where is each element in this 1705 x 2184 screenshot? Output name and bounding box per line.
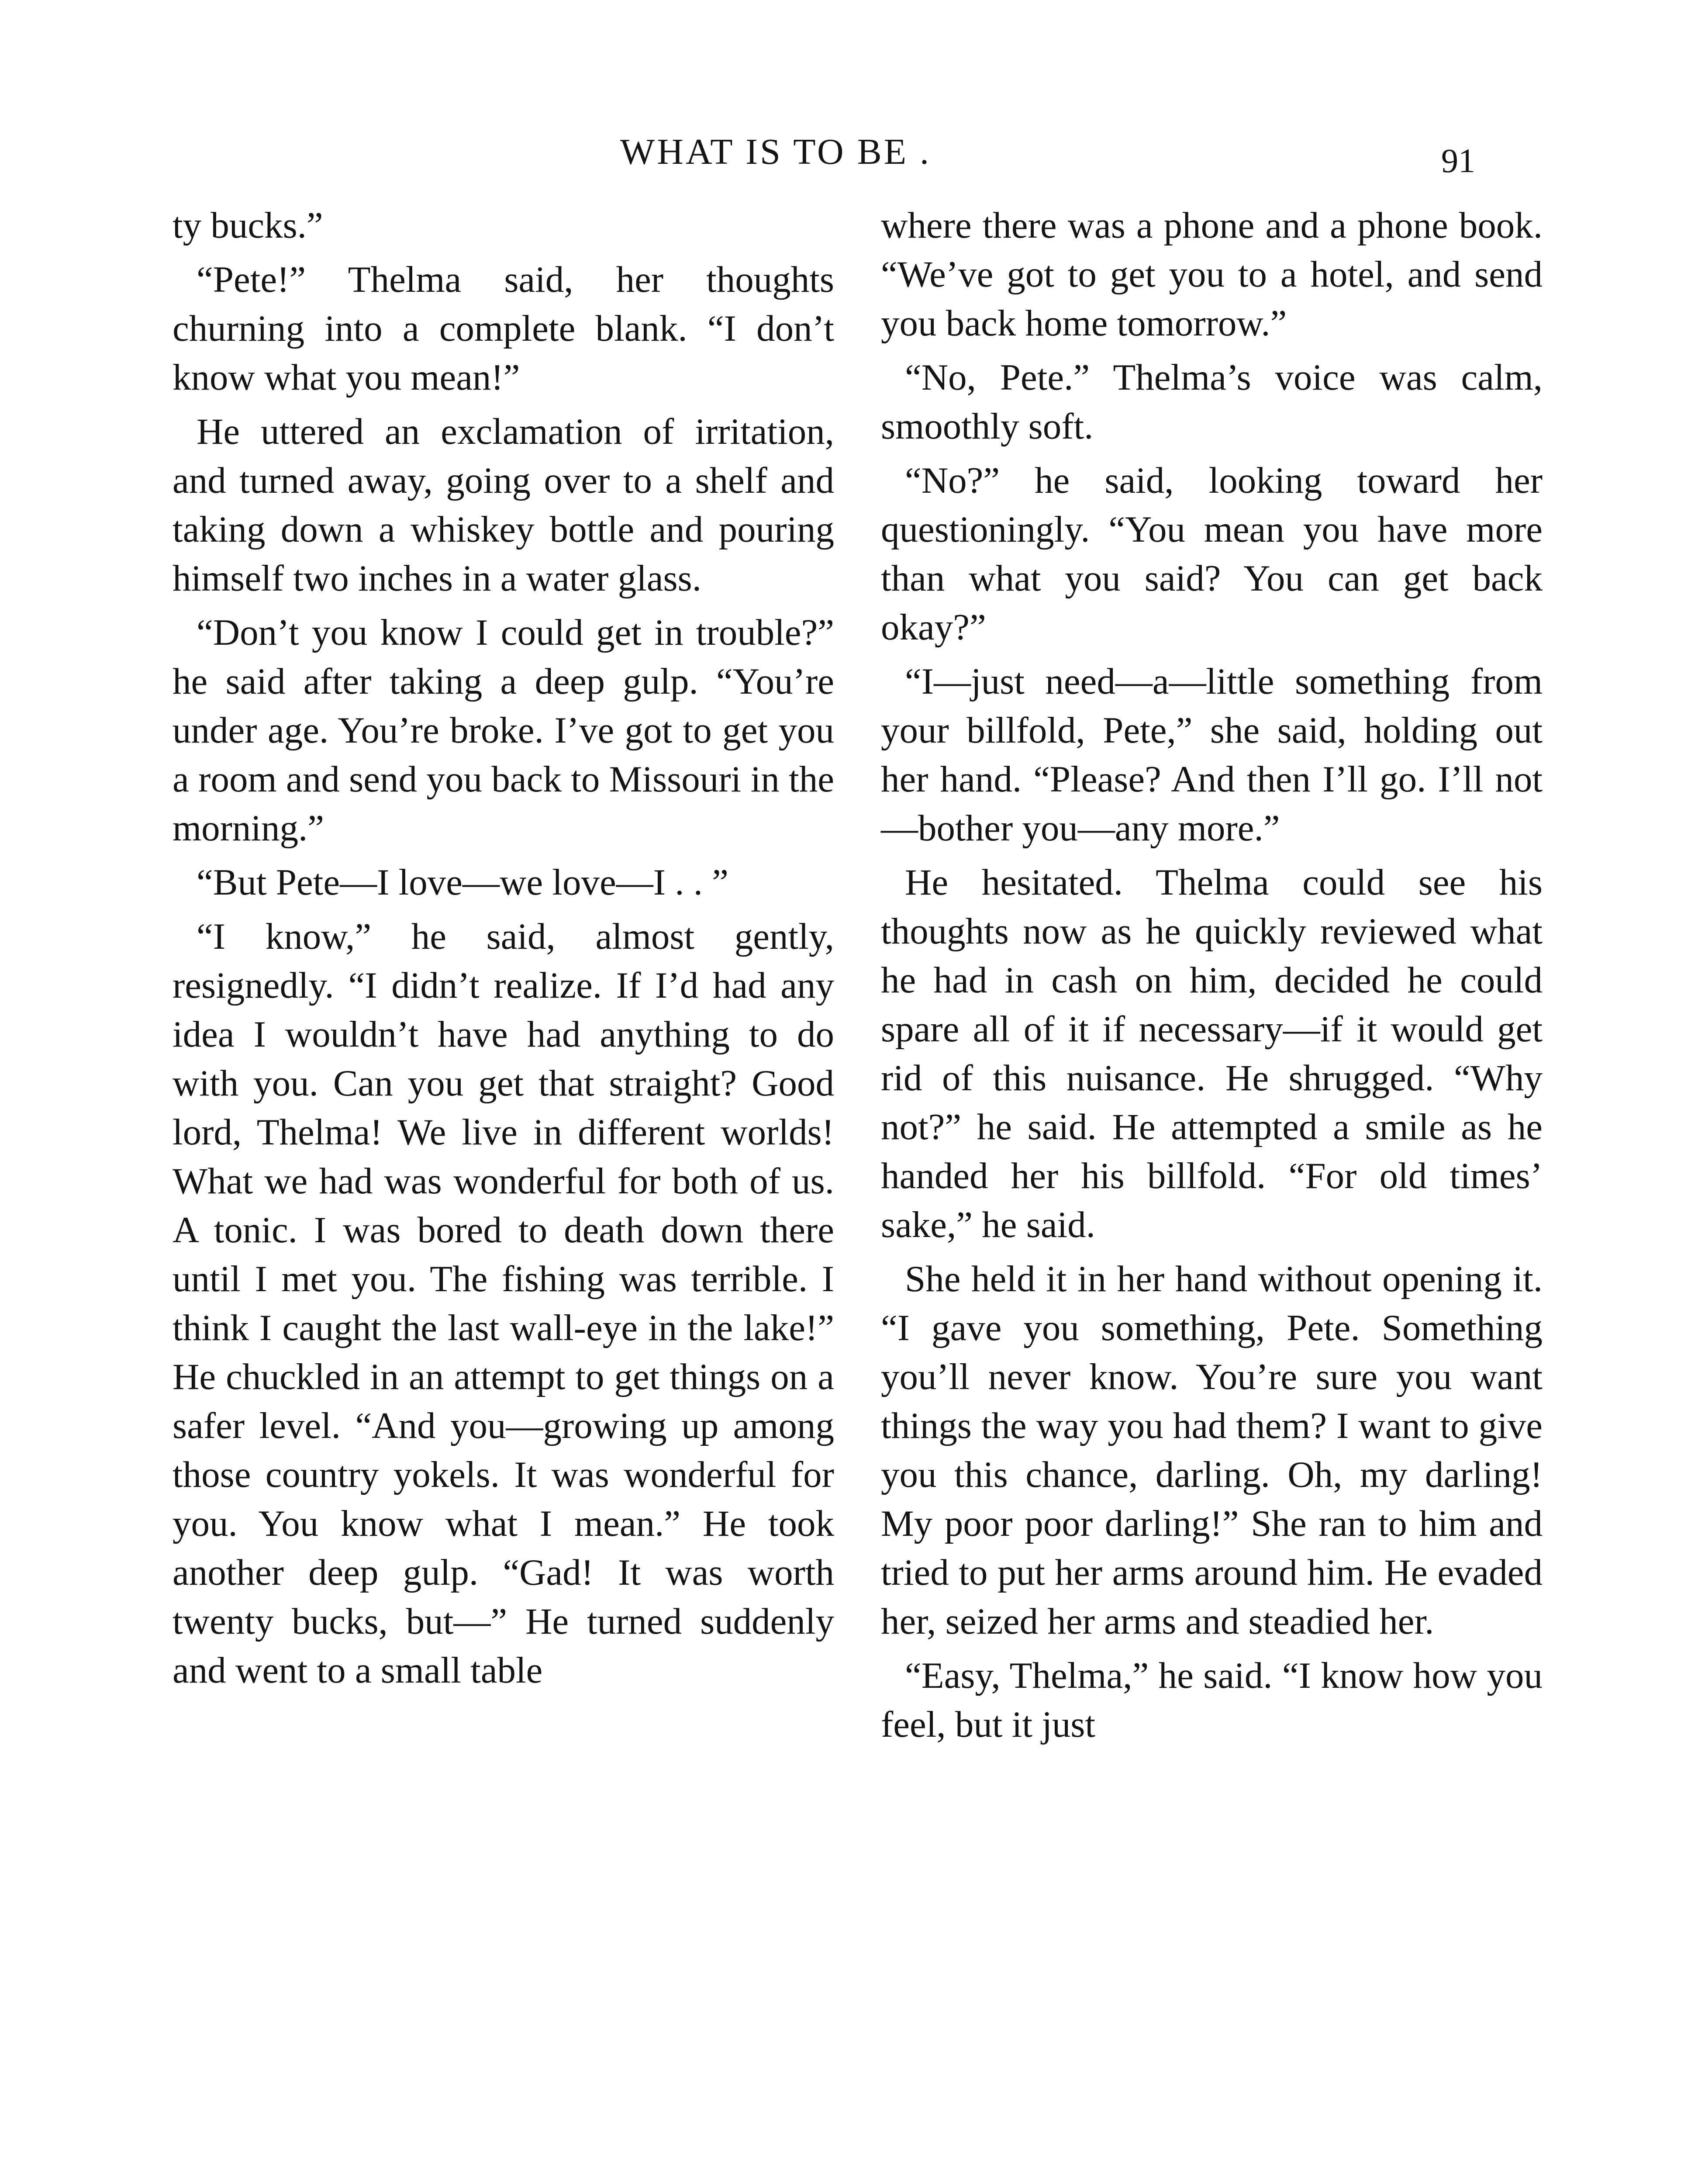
left-column	[173, 201, 834, 1700]
paragraph: “But Pete—I love—we love—I . . ”	[197, 862, 729, 903]
paragraph: “I—just need—a—little something from your billfold, Pete,” she said, holding out her hand. “Please? And then I’ll go. I’ll not —bother you—any more.”	[881, 661, 1543, 849]
paragraph: ty bucks.”	[173, 205, 323, 246]
paragraph: where there was a phone and a phone book. “We’ve got to get you to a hotel, and send you back home tomorrow.”	[881, 205, 1543, 344]
paragraph: He hesitated. Thelma could see his thoughts now as he quickly reviewed what he had in cash on him, decided he could spare all of it if necessary—if it would get rid of this nuisance. He shrugged. “Why not?” he said. He attempted a smile as he handed her his billfold. “For old times’ sake,” he said.	[881, 862, 1543, 1245]
paragraph: “No?” he said, looking toward her questioningly. “You mean you have more than what you said? You can get back okay?”	[881, 460, 1543, 648]
page-header	[0, 126, 1705, 178]
page-number: 91	[1441, 142, 1475, 180]
paragraph: “I know,” he said, almost gently, resignedly. “I didn’t realize. If I’d had any idea I wouldn’t have had anything to do with you. Can you get that straight? Good lord, Thelma! We live in different worlds! What we had was wonderful for both of us. A tonic. I was bored to death down there until I met you. The fishing was terrible. I think I caught the last wall-eye in the lake!” He chuckled in an attempt to get things on a safer level. “And you—growing up among those country yokels. It was wonderful for you. You know what I mean.” He took another deep gulp. “Gad! It was worth twenty bucks, but—” He turned suddenly and went to a small table	[173, 916, 834, 1691]
right-column	[881, 201, 1543, 1754]
paragraph: She held it in her hand without opening it. “I gave you something, Pete. Something you’ll never know. You’re sure you want things the way you had them? I want to give you this chance, darling. Oh, my darling! My poor poor darling!” She ran to him and tried to put her arms around him. He evaded her, seized her arms and steadied her.	[881, 1258, 1543, 1642]
paragraph: “Pete!” Thelma said, her thoughts churning into a complete blank. “I don’t know what you mean!”	[173, 259, 834, 398]
paragraph: He uttered an exclamation of irritation, and turned away, going over to a shelf and taking down a whiskey bottle and pouring himself two inches in a water glass.	[173, 411, 834, 599]
running-head: WHAT IS TO BE .	[620, 131, 932, 172]
paragraph: “Easy, Thelma,” he said. “I know how you feel, but it just	[881, 1655, 1543, 1745]
paragraph: “No, Pete.” Thelma’s voice was calm, smoothly soft.	[881, 357, 1543, 447]
paragraph: “Don’t you know I could get in trouble?” he said after taking a deep gulp. “You’re under age. You’re broke. I’ve got to get you a room and send you back to Missouri in the morning.”	[173, 612, 834, 849]
